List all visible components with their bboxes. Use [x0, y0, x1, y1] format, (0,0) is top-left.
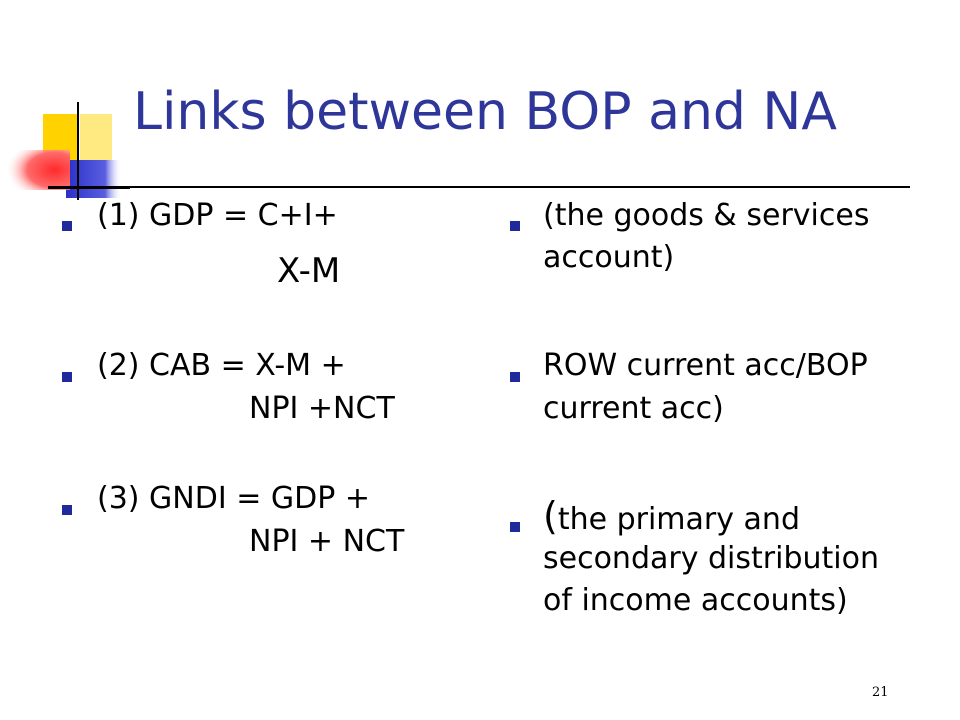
bullet-icon [510, 372, 520, 382]
bullet-icon [62, 221, 72, 231]
page-number: 21 [872, 685, 889, 700]
description-2-line1: ROW current acc/BOP [543, 348, 868, 383]
bullet-icon [510, 221, 520, 231]
description-3-line2: secondary distribution [543, 541, 879, 576]
title-divider [48, 186, 910, 188]
bullet-icon [62, 505, 72, 515]
bullet-icon [510, 522, 520, 532]
description-2-line2: current acc) [543, 391, 724, 426]
description-3-line3: of income accounts) [543, 583, 848, 618]
bullet-icon [62, 372, 72, 382]
equation-3-line1: (3) GNDI = GDP + [97, 481, 370, 516]
open-paren: ( [543, 494, 558, 538]
description-1-line1: (the goods & services [543, 198, 870, 233]
equation-2-line1: (2) CAB = X-M + [97, 348, 346, 383]
equation-1-line2: X-M [277, 251, 341, 291]
description-1-line2: account) [543, 240, 675, 275]
equation-3-line2: NPI + NCT [249, 524, 405, 559]
equation-2-line2: NPI +NCT [249, 391, 395, 426]
decorative-squares-logo [0, 0, 130, 200]
description-3-line1-text: the primary and [557, 502, 800, 537]
equation-1-line1: (1) GDP = C+I+ [97, 198, 338, 233]
description-3-line1 [543, 494, 800, 538]
slide-title: Links between BOP and NA [133, 82, 837, 142]
